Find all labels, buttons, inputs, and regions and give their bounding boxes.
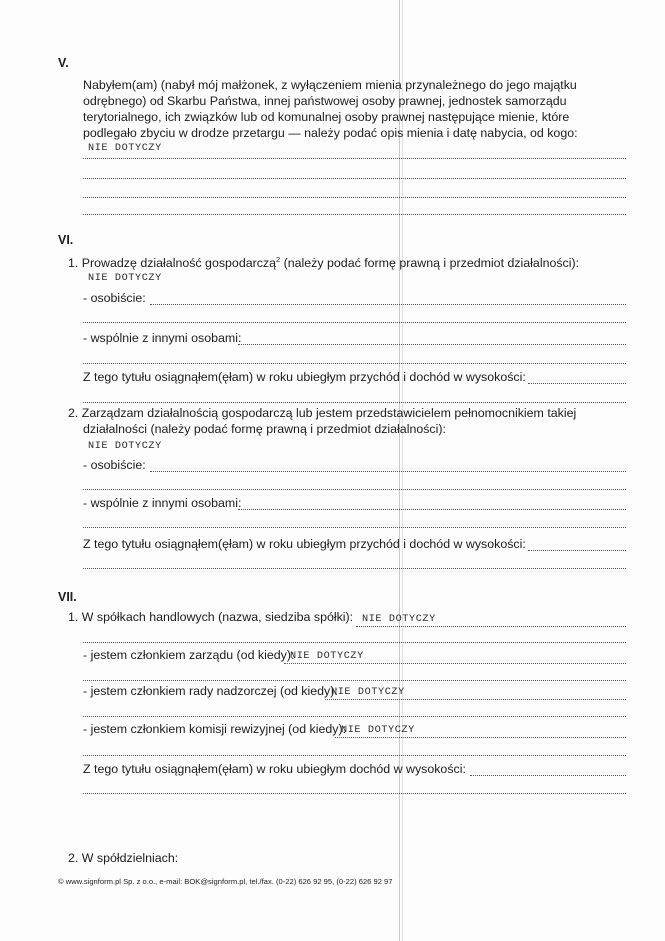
section-vii-number: VII. (58, 590, 77, 604)
section-v-text-line: Nabyłem(am) (nabył mój małżonek, z wyłączeniem mienia przynależnego do jego majątku (83, 78, 577, 92)
audit-committee-label: - jestem członkiem komisji rewizyjnej (od kiedy): (83, 722, 347, 736)
answer-dotted-line (83, 716, 626, 717)
section-v-text-line: terytorialnego, ich związków lub od komunalnej osoby prawnej następujące mienie, które (83, 110, 570, 124)
supervisory-board-answer: NIE DOTYCZY (331, 687, 405, 698)
answer-dotted-line (325, 699, 626, 700)
personally-label: - osobiście: (83, 291, 146, 305)
answer-dotted-line (83, 214, 626, 215)
section-v-answer: NIE DOTYCZY (88, 143, 162, 154)
answer-dotted-line (83, 755, 626, 756)
answer-dotted-line (83, 197, 626, 198)
answer-dotted-line (238, 509, 626, 510)
section-vi-number: VI. (58, 233, 74, 247)
section-vi-item1-label: 1. Prowadzę działalność gospodarczą$^2$ (należy podać formę prawną i przedmiot działalności): (68, 255, 580, 271)
answer-dotted-line (238, 344, 626, 345)
answer-dotted-line (83, 489, 626, 490)
footnote-marker: 2 (276, 255, 281, 264)
answer-dotted-line (528, 383, 626, 384)
audit-committee-answer: NIE DOTYCZY (341, 725, 415, 736)
answer-dotted-line (470, 775, 626, 776)
income-label: Z tego tytułu osiągnąłem(ęłam) w roku ubiegłym przychód i dochód w wysokości: (83, 537, 526, 551)
answer-dotted-line (150, 471, 626, 472)
section-vi-item2-line: 2. Zarządzam działalnością gospodarczą lub jestem przedstawicielem pełnomocnikiem takiej (68, 406, 577, 420)
section-vii-item1-label: 1. W spółkach handlowych (nazwa, siedziba spółki): (68, 610, 354, 624)
answer-dotted-line (335, 737, 626, 738)
income-label: Z tego tytułu osiągnąłem(ęłam) w roku ubiegłym dochód w wysokości: (83, 762, 466, 776)
companies-answer: NIE DOTYCZY (362, 614, 436, 625)
answer-dotted-line (83, 642, 626, 643)
section-v-text-line: podlegało zbyciu w drodze przetargu — należy podać opis mienia i datę nabycia, od kogo: (83, 126, 578, 140)
section-vi-item2-answer: NIE DOTYCZY (88, 441, 162, 452)
answer-dotted-line (83, 363, 626, 364)
answer-dotted-line (83, 527, 626, 528)
answer-dotted-line (528, 550, 626, 551)
answer-dotted-line (284, 663, 626, 664)
section-vi-item2-line: działalności (należy podać formę prawną i przedmiot działalności): (83, 422, 446, 436)
section-vii-item2-label: 2. W spółdzielniach: (68, 851, 179, 865)
answer-dotted-line (83, 680, 626, 681)
board-member-answer: NIE DOTYCZY (290, 651, 364, 662)
income-label: Z tego tytułu osiągnąłem(ęłam) w roku ubiegłym przychód i dochód w wysokości: (83, 370, 526, 384)
answer-dotted-line (83, 322, 626, 323)
jointly-label: - wspólnie z innymi osobami: (83, 496, 242, 510)
section-v-number: V. (58, 56, 69, 70)
personally-label: - osobiście: (83, 458, 146, 472)
section-v-text-line: odrębnego) od Skarbu Państwa, innej państwowej osoby prawnej, jednostek samorządu (83, 94, 567, 108)
answer-dotted-line (83, 793, 626, 794)
footer-copyright: © www.signform.pl Sp. z o.o., e-mail: BOK@signform.pl, tel./fax. (0-22) 626 92 95, (0-22) 626 92 97 (58, 877, 393, 886)
supervisory-board-label: - jestem członkiem rady nadzorczej (od kiedy): (83, 684, 338, 698)
answer-dotted-line (83, 158, 626, 159)
answer-dotted-line (83, 178, 626, 179)
answer-dotted-line (150, 304, 626, 305)
answer-dotted-line (83, 568, 626, 569)
section-vi-item1-answer: NIE DOTYCZY (88, 273, 162, 284)
answer-dotted-line (83, 402, 626, 403)
board-member-label: - jestem członkiem zarządu (od kiedy): (83, 648, 295, 662)
answer-dotted-line (356, 626, 626, 627)
jointly-label: - wspólnie z innymi osobami: (83, 331, 242, 345)
